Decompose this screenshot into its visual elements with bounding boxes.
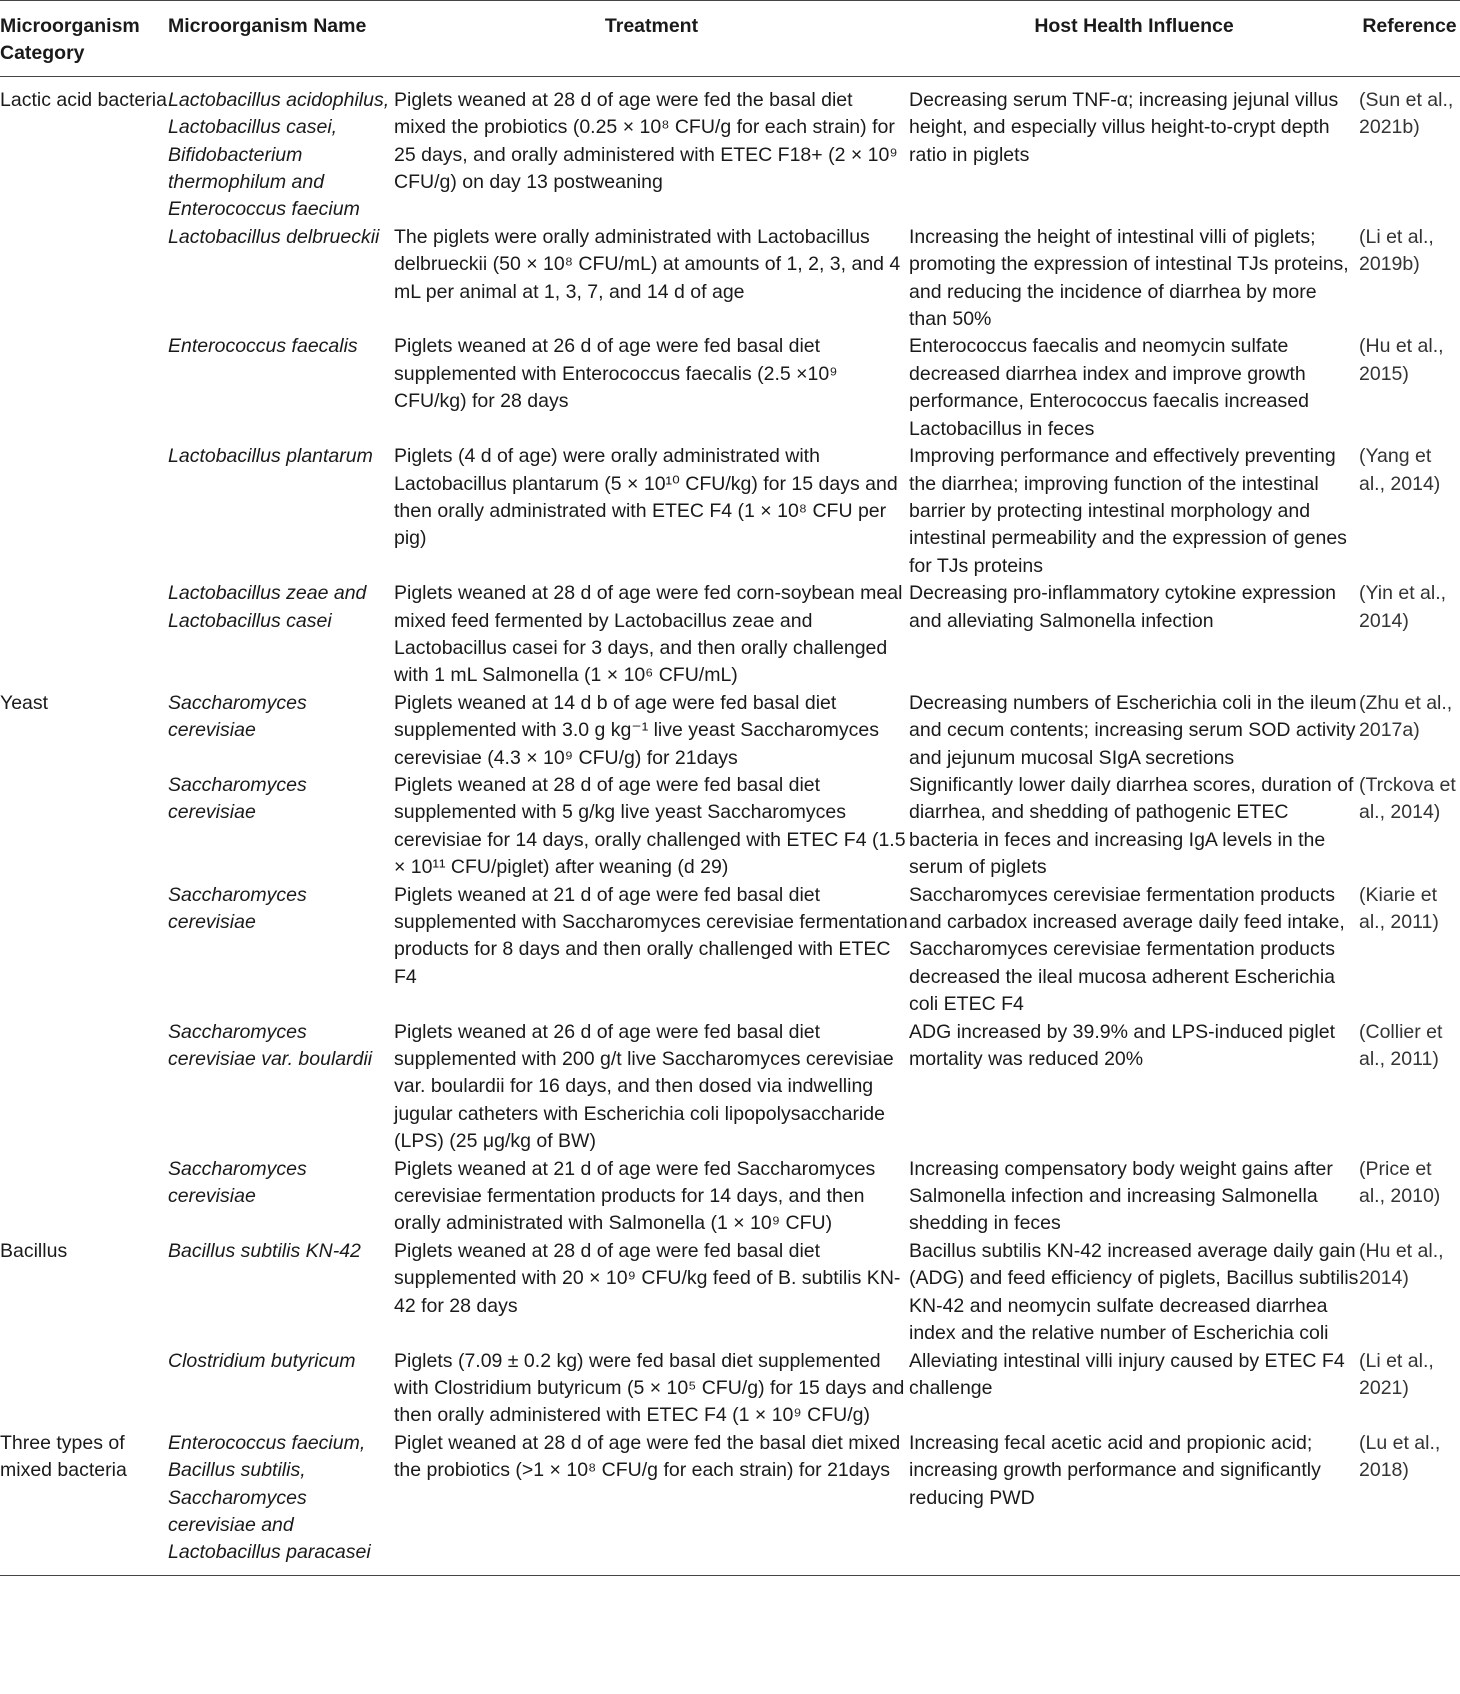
cell-reference: (Collier et al., 2011) xyxy=(1359,1020,1443,1071)
table-row xyxy=(0,1348,1460,1430)
cell-name: Enterococcus faecalis xyxy=(168,335,358,358)
cell-reference: (Hu et al., 2014) xyxy=(1359,1239,1444,1290)
header-treatment: Treatment xyxy=(604,15,699,37)
cell-category xyxy=(0,1348,168,1430)
cell-treatment: Piglets (4 d of age) were orally administrated with Lactobacillus plantarum (5 × 10¹⁰ CFU/kg) for 15 days and then orally administrated with ETEC F4 (1 × 10⁸ CFU per pig) xyxy=(394,445,898,550)
cell-reference: (Yang et al., 2014) xyxy=(1359,445,1441,495)
cell-category xyxy=(0,1156,168,1238)
cell-influence: Increasing fecal acetic acid and propionic acid; increasing growth performance and significantly reducing PWD xyxy=(909,1431,1321,1509)
cell-influence: Decreasing pro-inflammatory cytokine expression and alleviating Salmonella infection xyxy=(909,582,1337,632)
table-row xyxy=(0,443,1460,580)
header-category: Microorganism Category xyxy=(0,15,140,65)
cell-name: Saccharomyces cerevisiae xyxy=(168,1157,307,1208)
cell-influence: Enterococcus faecalis and neomycin sulfate decreased diarrhea index and improve growth performance, Enterococcus faecalis increased Lactobacillus in feces xyxy=(909,335,1309,440)
cell-reference: (Price et al., 2010) xyxy=(1359,1157,1441,1208)
cell-reference: (Li et al., 2019b) xyxy=(1359,225,1434,276)
cell-name: Lactobacillus acidophilus, Lactobacillus casei, Bifidobacterium thermophilum and Enterococcus faecium xyxy=(168,88,390,221)
cell-influence: Saccharomyces cerevisiae fermentation products and carbadox increased average daily feed intake, Saccharomyces cerevisiae fermentation products decreased the ileal mucosa adherent Escherichia coli ETEC F4 xyxy=(909,883,1345,1016)
cell-category xyxy=(0,580,168,690)
table-row xyxy=(0,1430,1460,1576)
cell-name: Clostridium butyricum xyxy=(168,1349,356,1372)
cell-treatment: Piglets weaned at 28 d of age were fed basal diet supplemented with 20 × 10⁹ CFU/kg feed of B. subtilis KN-42 for 28 days xyxy=(394,1239,901,1317)
cell-treatment: Piglets weaned at 28 d of age were fed corn-soybean meal mixed feed fermented by Lactobacillus zeae and Lactobacillus casei for 3 days, and then orally challenged with 1 mL Salmonella (1 × 10⁶ CFU/mL) xyxy=(394,582,903,687)
cell-influence: Bacillus subtilis KN-42 increased average daily gain (ADG) and feed efficiency of piglets, Bacillus subtilis KN-42 and neomycin sulfate decreased diarrhea index and the relative number of Escherichia coli xyxy=(909,1239,1359,1345)
cell-reference: (Kiarie et al., 2011) xyxy=(1359,883,1439,933)
cell-category: Yeast xyxy=(0,691,49,714)
cell-treatment: The piglets were orally administrated with Lactobacillus delbrueckii (50 × 10⁸ CFU/mL) at amounts of 1, 2, 3, and 4 mL per animal at 1, 3, 7, and 14 d of age xyxy=(394,225,901,303)
cell-reference: (Trckova et al., 2014) xyxy=(1359,773,1456,824)
cell-reference: (Sun et al., 2021b) xyxy=(1359,88,1454,139)
cell-treatment: Piglets weaned at 28 d of age were fed the basal diet mixed the probiotics (0.25 × 10⁸ CFU/g for each strain) for 25 days, and orally administered with ETEC F18+ (2 × 10⁹ CFU/g) on day 13 postweaning xyxy=(394,88,898,194)
table-row xyxy=(0,1238,1460,1348)
table-row xyxy=(0,1019,1460,1156)
cell-category xyxy=(0,443,168,580)
cell-treatment: Piglets weaned at 26 d of age were fed basal diet supplemented with 200 g/t live Saccharomyces cerevisiae var. boulardii for 16 days, and then dosed via indwelling jugular catheters with Escherichia coli lipopolysaccharide (LPS) (25 μg/kg of BW) xyxy=(394,1020,894,1153)
cell-category xyxy=(0,882,168,1019)
cell-category xyxy=(0,333,168,443)
cell-treatment: Piglets weaned at 26 d of age were fed basal diet supplemented with Enterococcus faecalis (2.5 ×10⁹ CFU/kg) for 28 days xyxy=(394,335,838,413)
cell-name: Lactobacillus plantarum xyxy=(168,445,373,468)
cell-treatment: Piglet weaned at 28 d of age were fed the basal diet mixed the probiotics (>1 × 10⁸ CFU/g for each strain) for 21days xyxy=(394,1431,901,1482)
cell-category xyxy=(0,772,168,882)
cell-treatment: Piglets weaned at 14 d b of age were fed basal diet supplemented with 3.0 g kg⁻¹ live yeast Saccharomyces cerevisiae (4.3 × 10⁹ CFU/g) for 21days xyxy=(394,691,880,769)
cell-name: Saccharomyces cerevisiae xyxy=(168,883,307,933)
table-row xyxy=(0,580,1460,690)
table-row xyxy=(0,772,1460,882)
cell-influence: Increasing compensatory body weight gains after Salmonella infection and increasing Salmonella shedding in feces xyxy=(909,1157,1333,1235)
cell-influence: Alleviating intestinal villi injury caused by ETEC F4 challenge xyxy=(909,1349,1345,1399)
cell-category xyxy=(0,1019,168,1156)
cell-reference: (Lu et al., 2018) xyxy=(1359,1431,1441,1482)
cell-name: Saccharomyces cerevisiae var. boulardii xyxy=(168,1020,373,1071)
table-row xyxy=(0,224,1460,334)
cell-name: Enterococcus faecium, Bacillus subtilis, Saccharomyces cerevisiae and Lactobacillus paracasei xyxy=(168,1431,371,1564)
cell-name: Lactobacillus delbrueckii xyxy=(168,225,380,248)
cell-name: Saccharomyces cerevisiae xyxy=(168,773,307,824)
cell-influence: Decreasing numbers of Escherichia coli in the ileum and cecum contents; increasing serum SOD activity and jejunum mucosal SIgA secretions xyxy=(909,691,1357,769)
header-row xyxy=(0,1,1460,77)
header-influence: Host Health Influence xyxy=(1034,15,1234,37)
cell-treatment: Piglets (7.09 ± 0.2 kg) were fed basal diet supplemented with Clostridium butyricum (5 × 10⁵ CFU/g) for 15 days and then orally administered with ETEC F4 (1 × 10⁹ CFU/g) xyxy=(394,1349,905,1427)
table-row xyxy=(0,76,1460,224)
cell-reference: (Yin et al., 2014) xyxy=(1359,582,1447,632)
cell-reference: (Hu et al., 2015) xyxy=(1359,335,1444,385)
cell-influence: ADG increased by 39.9% and LPS-induced piglet mortality was reduced 20% xyxy=(909,1020,1336,1071)
cell-name: Bacillus subtilis KN-42 xyxy=(168,1239,361,1262)
cell-treatment: Piglets weaned at 21 d of age were fed basal diet supplemented with Saccharomyces cerevisiae fermentation products for 8 days and then orally challenged with ETEC F4 xyxy=(394,883,908,988)
header-reference: Reference xyxy=(1362,15,1457,37)
cell-influence: Improving performance and effectively preventing the diarrhea; improving function of the intestinal barrier by protecting intestinal morphology and intestinal permeability and the expression of genes for TJs proteins xyxy=(909,445,1347,577)
cell-treatment: Piglets weaned at 28 d of age were fed basal diet supplemented with 5 g/kg live yeast Saccharomyces cerevisiae for 14 days, orally challenged with ETEC F4 (1.5 × 10¹¹ CFU/piglet) after weaning (d 29) xyxy=(394,773,906,879)
cell-reference: (Zhu et al., 2017a) xyxy=(1359,691,1453,742)
cell-influence: Increasing the height of intestinal villi of piglets; promoting the expression of intestinal TJs proteins, and reducing the incidence of diarrhea by more than 50% xyxy=(909,225,1349,331)
cell-influence: Significantly lower daily diarrhea scores, duration of diarrhea, and shedding of pathogenic ETEC bacteria in feces and increasing IgA levels in the serum of piglets xyxy=(909,773,1354,879)
header-name: Microorganism Name xyxy=(168,15,367,37)
table-row xyxy=(0,1156,1460,1238)
cell-name: Saccharomyces cerevisiae xyxy=(168,691,307,742)
cell-influence: Decreasing serum TNF-α; increasing jejunal villus height, and especially villus height-to-crypt depth ratio in piglets xyxy=(909,88,1339,166)
cell-name: Lactobacillus zeae and Lactobacillus casei xyxy=(168,582,367,632)
cell-category: Three types of mixed bacteria xyxy=(0,1431,127,1482)
cell-category: Lactic acid bacteria xyxy=(0,88,167,111)
table-row xyxy=(0,882,1460,1019)
table-row xyxy=(0,333,1460,443)
cell-reference: (Li et al., 2021) xyxy=(1359,1349,1434,1399)
cell-category: Bacillus xyxy=(0,1239,68,1262)
cell-category xyxy=(0,224,168,334)
cell-treatment: Piglets weaned at 21 d of age were fed Saccharomyces cerevisiae fermentation products for 14 days, and then orally administrated with Salmonella (1 × 10⁹ CFU) xyxy=(394,1157,876,1235)
table-row xyxy=(0,690,1460,772)
